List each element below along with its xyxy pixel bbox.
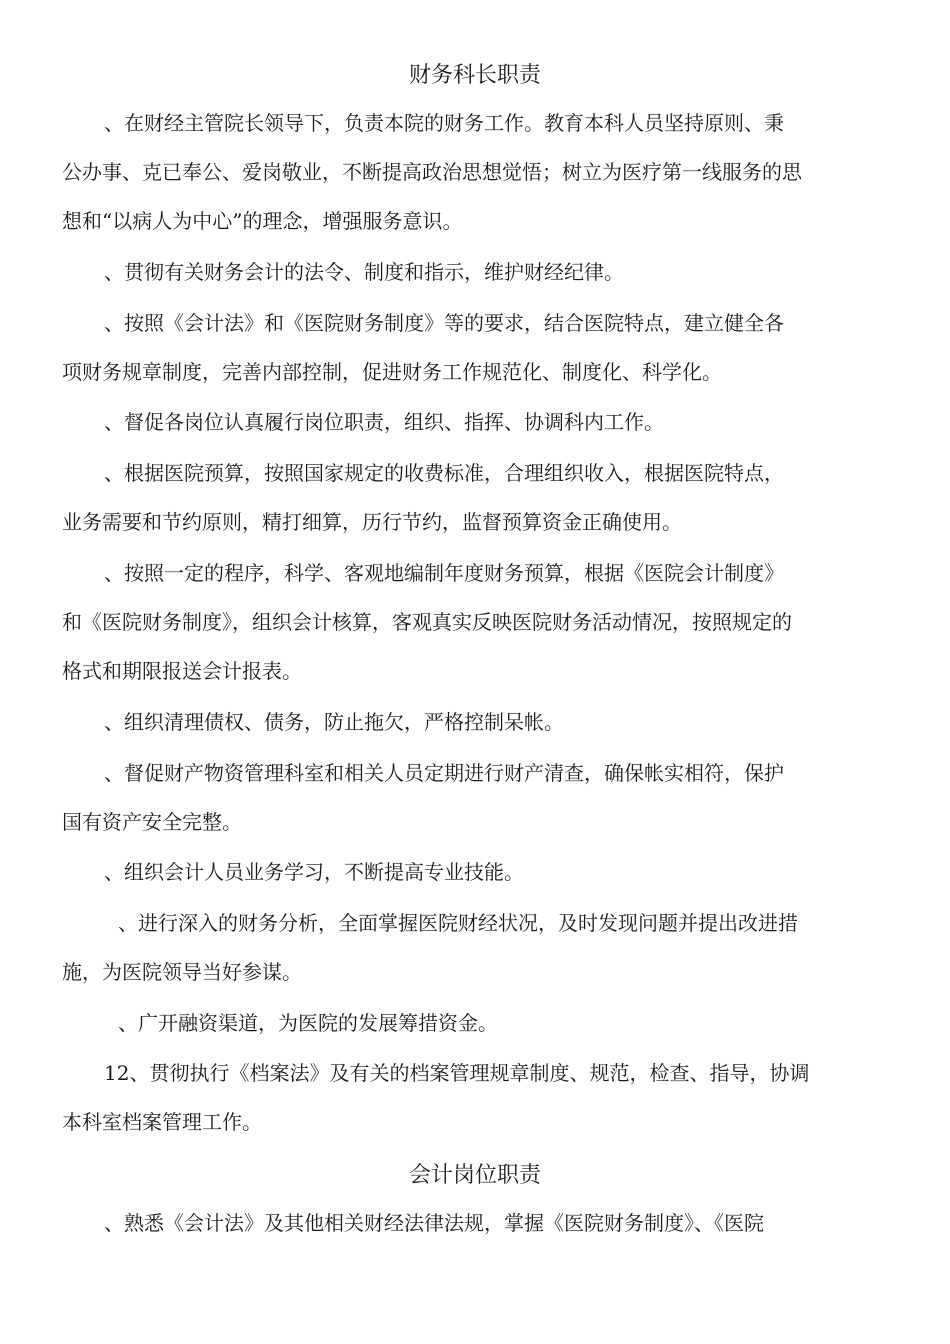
paragraph-line: 、按照一定的程序，科学、客观地编制年度财务预算，根据《医院会计制度》: [104, 561, 784, 585]
paragraph-line: 、组织会计人员业务学习，不断提高专业技能。: [104, 860, 524, 884]
paragraph-line: 和《医院财务制度》，组织会计核算，客观真实反映医院财务活动情况，按照规定的: [62, 610, 792, 634]
paragraph-line: 公办事、克已奉公、爱岗敬业，不断提高政治思想觉悟；树立为医疗第一线服务的思: [62, 160, 802, 184]
paragraph-line: 、督促财产物资管理科室和相关人员定期进行财产清查，确保帐实相符，保护: [104, 761, 784, 785]
paragraph-line: 国有资产安全完整。: [62, 810, 242, 834]
paragraph-line: 项财务规章制度，完善内部控制，促进财务工作规范化、制度化、科学化。: [62, 360, 722, 384]
paragraph-line: 、熟悉《会计法》及其他相关财经法律法规，掌握《医院财务制度》、《医院: [104, 1211, 764, 1235]
paragraph-line: 、按照《会计法》和《医院财务制度》等的要求，结合医院特点，建立健全各: [104, 311, 784, 335]
paragraph-line: 、根据医院预算，按照国家规定的收费标准，合理组织收入，根据医院特点，: [104, 461, 784, 485]
paragraph-line: 本科室档案管理工作。: [62, 1110, 262, 1134]
paragraph-line: 格式和期限报送会计报表。: [62, 659, 302, 683]
paragraph-line: 业务需要和节约原则，精打细算，历行节约，监督预算资金正确使用。: [62, 510, 682, 534]
paragraph-line: 施，为医院领导当好参谋。: [62, 960, 302, 984]
paragraph-line: 想和“以病人为中心”的理念，增强服务意识。: [62, 209, 463, 233]
paragraph-line: 、广开融资渠道，为医院的发展筹措资金。: [118, 1011, 498, 1035]
paragraph-line: 、督促各岗位认真履行岗位职责，组织、指挥、协调科内工作。: [104, 410, 664, 434]
paragraph-line: 、贯彻有关财务会计的法令、制度和指示，维护财经纪律。: [104, 260, 624, 284]
section-title: 会计岗位职责: [408, 1163, 541, 1188]
section-title: 财务科长职责: [408, 63, 541, 88]
paragraph-line: 、组织清理债权、债务，防止拖欠，严格控制呆帐。: [104, 710, 564, 734]
paragraph-line: 、在财经主管院长领导下，负责本院的财务工作。教育本科人员坚持原则、秉: [104, 111, 784, 135]
paragraph-line: 、进行深入的财务分析，全面掌握医院财经状况，及时发现问题并提出改进措: [118, 911, 798, 935]
paragraph-line: 12、贯彻执行《档案法》及有关的档案管理规章制度、规范，检查、指导，协调: [104, 1061, 810, 1085]
